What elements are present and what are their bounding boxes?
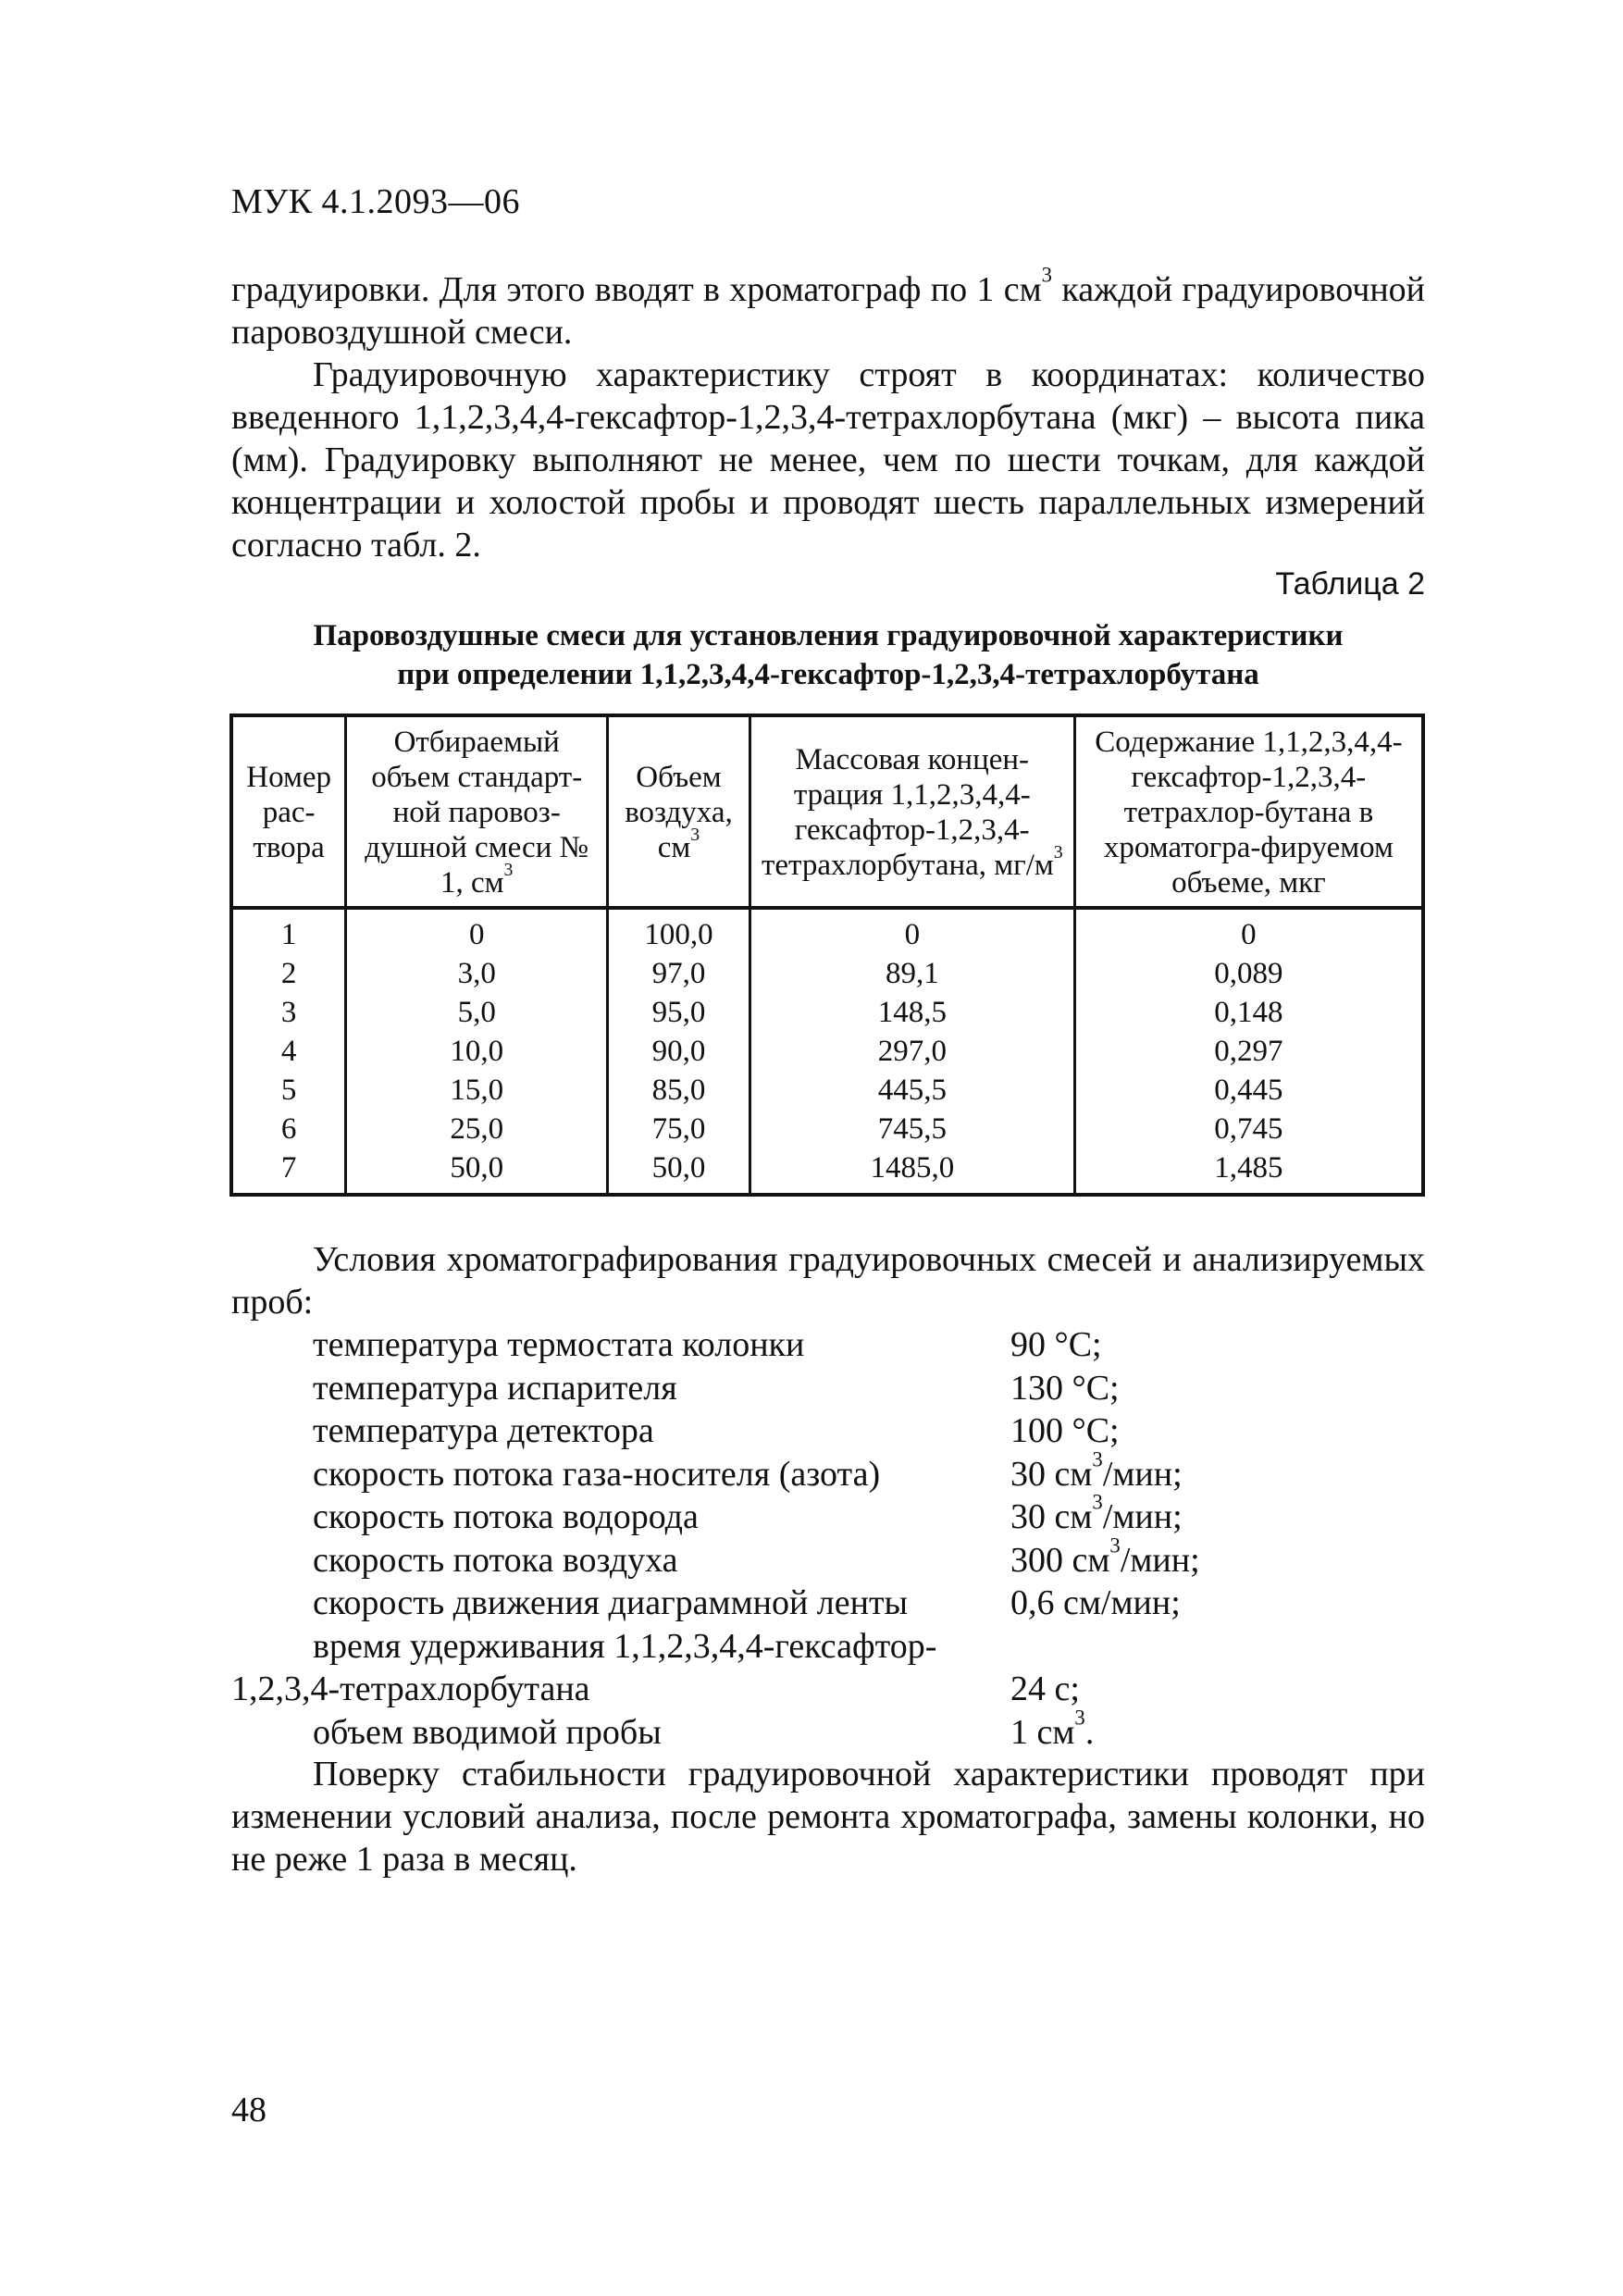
table-cell-v2: 85,0 — [608, 1071, 750, 1110]
conditions-intro — [231, 1238, 1425, 1323]
table-cell-content: 0,089 — [1074, 954, 1423, 993]
table-cell-v2: 90,0 — [608, 1032, 750, 1071]
condition-row — [231, 1323, 1425, 1367]
table-cell-content: 0,148 — [1074, 993, 1423, 1032]
header-sampled-volume — [346, 715, 608, 908]
condition-value — [1010, 1490, 1425, 1539]
condition-value-unit: /мин; — [1102, 1497, 1183, 1536]
superscript: 3 — [1092, 1446, 1103, 1471]
condition-value: 130 °С; — [1010, 1368, 1120, 1408]
table-row — [231, 1110, 1423, 1148]
condition-value-unit: . — [1084, 1712, 1095, 1752]
table-cell-n: 7 — [231, 1148, 346, 1195]
table-cell-v2: 50,0 — [608, 1148, 750, 1195]
condition-row — [231, 1705, 1425, 1755]
condition-value-text: 1 см — [1010, 1712, 1075, 1752]
condition-label: скорость потока водорода — [313, 1497, 699, 1536]
condition-label: скорость движения диаграммной ленты — [313, 1583, 909, 1622]
table-header-row — [231, 715, 1423, 908]
header-solution-number: Номер рас-твора — [231, 715, 346, 908]
table-cell-content: 0,297 — [1074, 1032, 1423, 1071]
table-cell-conc: 1485,0 — [750, 1148, 1074, 1195]
intro-paragraph-1 — [231, 263, 1425, 354]
superscript: 3 — [1092, 1490, 1103, 1514]
table-cell-n: 2 — [231, 954, 346, 993]
table-cell-v1: 5,0 — [346, 993, 608, 1032]
condition-value — [1010, 1533, 1425, 1582]
condition-row — [231, 1446, 1425, 1496]
condition-value: 90 °С; — [1010, 1325, 1102, 1364]
table-label: Таблица 2 — [1275, 566, 1425, 602]
superscript: 3 — [690, 825, 700, 846]
data-table — [229, 714, 1425, 1197]
table-cell-conc: 89,1 — [750, 954, 1074, 993]
table-cell-n: 1 — [231, 908, 346, 954]
table-cell-n: 6 — [231, 1110, 346, 1148]
condition-value-text: 30 см — [1010, 1497, 1093, 1536]
table-cell-conc: 745,5 — [750, 1110, 1074, 1148]
table-cell-n: 3 — [231, 993, 346, 1032]
condition-label: объем вводимой пробы — [313, 1712, 662, 1752]
condition-value — [1010, 1625, 1425, 1669]
condition-value-unit: /мин; — [1102, 1454, 1183, 1494]
table-cell-content: 0,745 — [1074, 1110, 1423, 1148]
condition-value — [1010, 1705, 1425, 1755]
superscript: 3 — [503, 860, 514, 881]
table-cell-conc: 148,5 — [750, 993, 1074, 1032]
table-row — [231, 954, 1423, 993]
condition-value — [1010, 1446, 1425, 1496]
condition-value-unit: /мин; — [1120, 1540, 1200, 1580]
conditions-intro-text: Условия хроматографирования градуировочных смесей и анализируемых проб: — [231, 1240, 1425, 1322]
table-cell-content: 0 — [1074, 908, 1423, 954]
conditions-list — [231, 1323, 1425, 1754]
condition-label: температура детектора — [313, 1411, 654, 1450]
table-cell-v2: 97,0 — [608, 954, 750, 993]
condition-label: температура испарителя — [313, 1368, 677, 1408]
condition-label: скорость потока воздуха — [313, 1540, 678, 1580]
intro-paragraph-2: Градуировочную характеристику строят в координатах: количество введенного 1,1,2,3,4,4-гексафтор-1,2,3,4-тетрахлорбутана (мкг) – высота пика (мм). Градуировку выполняют не менее, чем по шести точкам, для каждой концентрации и холостой пробы и проводят шесть параллельных измерений согласно табл. 2. — [231, 355, 1425, 565]
table-cell-conc: 0 — [750, 908, 1074, 954]
table-title-line-1: Паровоздушные смеси для установления градуировочной характеристики — [313, 619, 1344, 652]
condition-value: 0,6 см/мин; — [1010, 1583, 1181, 1622]
table-cell-v1: 10,0 — [346, 1032, 608, 1071]
intro-p1-text-end: каждой градуировочной паровоздушной смеси. — [231, 270, 1425, 352]
condition-value-text: 30 см — [1010, 1454, 1093, 1494]
table-cell-v1: 3,0 — [346, 954, 608, 993]
table-cell-conc: 445,5 — [750, 1071, 1074, 1110]
closing-text — [231, 1753, 1425, 1880]
table-row — [231, 1148, 1423, 1195]
condition-row — [231, 1582, 1425, 1625]
condition-value: 100 °С; — [1010, 1411, 1120, 1450]
header-air-volume — [608, 715, 750, 908]
table-row — [231, 1032, 1423, 1071]
condition-row — [231, 1625, 1425, 1669]
header-content: Содержание 1,1,2,3,4,4-гексафтор-1,2,3,4-тетрахлор-бутана в хроматогра-фируемом объеме, мкг — [1074, 715, 1423, 908]
superscript: 3 — [1041, 263, 1053, 287]
table-cell-v1: 25,0 — [346, 1110, 608, 1148]
table-cell-n: 5 — [231, 1071, 346, 1110]
superscript: 3 — [1053, 842, 1063, 863]
table-cell-v1: 15,0 — [346, 1071, 608, 1110]
condition-value: 24 с; — [1010, 1669, 1080, 1708]
table-cell-conc: 297,0 — [750, 1032, 1074, 1071]
table-cell-v2: 95,0 — [608, 993, 750, 1032]
table-cell-content: 0,445 — [1074, 1071, 1423, 1110]
header-text: Объем воздуха, см — [625, 761, 733, 864]
header-text: Массовая концен-трация 1,1,2,3,4,4-гексафтор-1,2,3,4-тетрахлорбутана, мг/м — [761, 743, 1054, 882]
intro-text — [231, 263, 1425, 566]
page-number: 48 — [231, 2091, 266, 2129]
table-title — [231, 616, 1425, 694]
condition-label: скорость потока газа-носителя (азота) — [313, 1454, 881, 1494]
document-header: МУК 4.1.2093—06 — [231, 182, 521, 221]
table-row — [231, 1071, 1423, 1110]
condition-row — [231, 1668, 1425, 1711]
condition-label: температура термостата колонки — [313, 1325, 805, 1364]
superscript: 3 — [1109, 1533, 1121, 1557]
condition-label: 1,2,3,4-тетрахлорбутана — [231, 1669, 590, 1708]
table-cell-v2: 75,0 — [608, 1110, 750, 1148]
table-row — [231, 993, 1423, 1032]
header-text: Отбираемый объем стандарт-ной паровоз-душной смеси № 1, см — [365, 726, 589, 900]
closing-paragraph: Поверку стабильности градуировочной характеристики проводят при изменении условий анализа, после ремонта хроматографа, замены колонки, но не реже 1 раза в месяц. — [231, 1755, 1425, 1879]
table-cell-v1: 50,0 — [346, 1148, 608, 1195]
condition-row — [231, 1409, 1425, 1453]
condition-row — [231, 1490, 1425, 1539]
condition-row — [231, 1533, 1425, 1582]
header-mass-concentration — [750, 715, 1074, 908]
table-row — [231, 908, 1423, 954]
table-cell-n: 4 — [231, 1032, 346, 1071]
table-cell-v1: 0 — [346, 908, 608, 954]
table-title-line-2: при определении 1,1,2,3,4,4-гексафтор-1,2,3,4-тетрахлорбутана — [397, 658, 1259, 691]
superscript: 3 — [1074, 1705, 1085, 1729]
condition-row — [231, 1367, 1425, 1410]
intro-p1-text: градуировки. Для этого вводят в хроматограф по 1 см — [231, 270, 1042, 309]
table-cell-content: 1,485 — [1074, 1148, 1423, 1195]
condition-value-text: 300 см — [1010, 1540, 1110, 1580]
condition-label: время удерживания 1,1,2,3,4,4-гексафтор- — [313, 1626, 937, 1666]
table-cell-v2: 100,0 — [608, 908, 750, 954]
